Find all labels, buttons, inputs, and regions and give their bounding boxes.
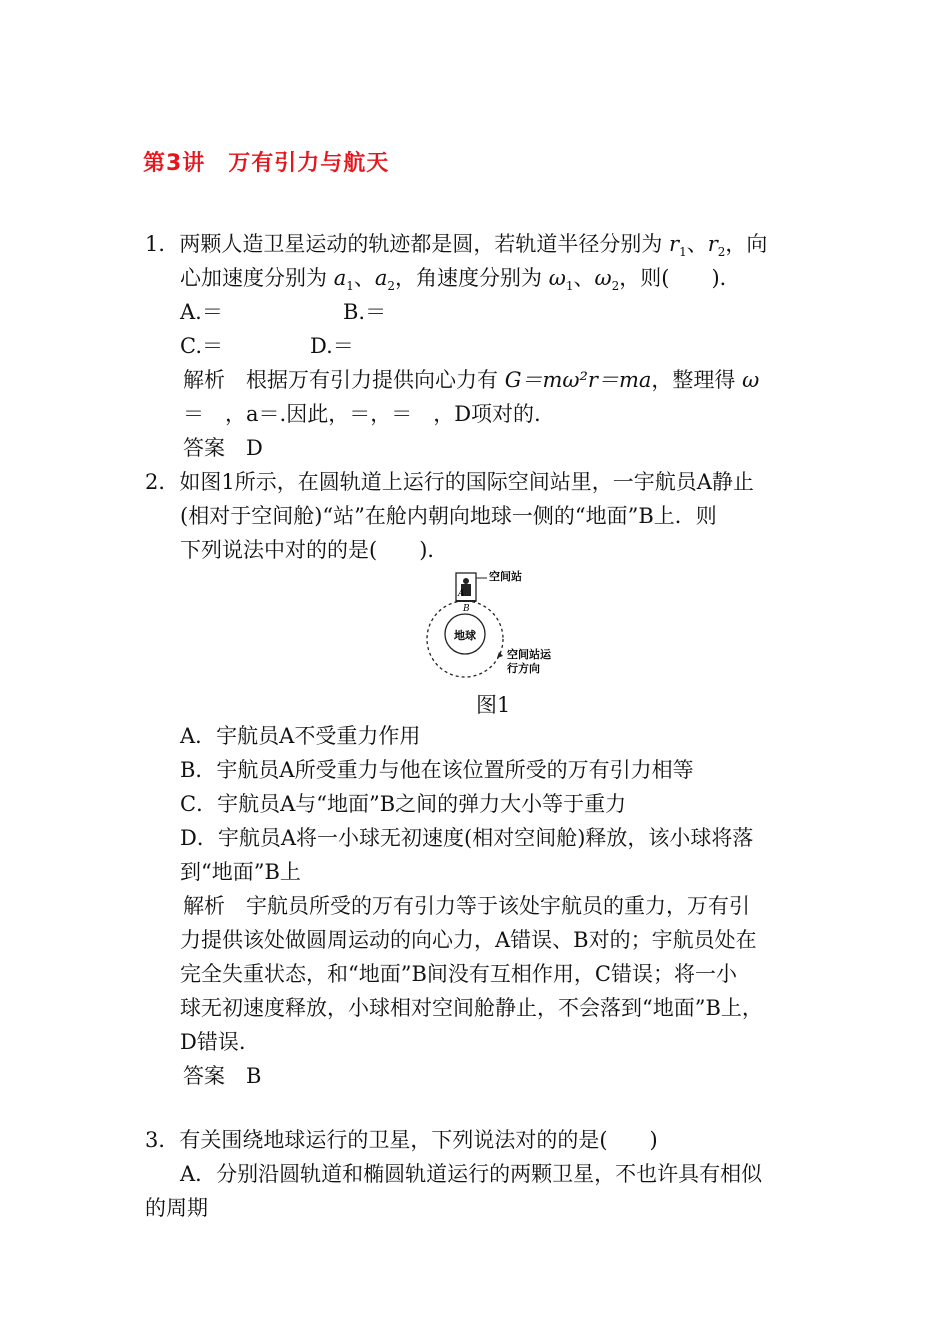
q1-line2-mid: ，角速度分别为 [395, 266, 543, 290]
q2-option-d-line2: 到“地面”B上 [180, 860, 301, 884]
q1-line1: 1．两颗人造卫星运动的轨迹都是圆，若轨道半径分别为 $r_1$、$r_2$，向 [145, 232, 768, 260]
q2-analysis-line3: 完全失重状态，和“地面”B间没有互相作用，C错误；将一小 [180, 962, 737, 986]
a-label: A [458, 589, 465, 599]
q1-option-a: A.＝ [180, 300, 223, 324]
direction-label-2: 行方向 [507, 662, 540, 675]
q1-r1: r [669, 232, 680, 256]
figure-caption: 图1 [476, 693, 511, 717]
q1-analysis-formula: G＝mω²r＝ma [504, 368, 652, 392]
q1-answer: 答案 D [183, 436, 263, 460]
q1-option-b: B.＝ [343, 300, 387, 324]
direction-label-1: 空间站运 [507, 648, 551, 661]
q3-option-a-line1: A．分别沿圆轨道和椭圆轨道运行的两颗卫星，不也许具有相似 [180, 1162, 763, 1186]
q2-option-b: B．宇航员A所受重力与他在该位置所受的万有引力相等 [180, 758, 694, 782]
page-title: 第3讲 万有引力与航天 [143, 151, 390, 176]
q1-r2: r [707, 232, 718, 256]
space-station-figure [425, 566, 565, 681]
q2-answer: 答案 B [183, 1064, 262, 1088]
q2-line1: 2．如图1所示，在圆轨道上运行的国际空间站里，一宇航员A静止 [145, 470, 754, 494]
q2-analysis-line2: 力提供该处做圆周运动的向心力，A错误、B对的；宇航员处在 [180, 928, 757, 952]
q2-option-c: C．宇航员A与“地面”B之间的弹力大小等于重力 [180, 792, 627, 816]
q1-analysis-line1: 解析 根据万有引力提供向心力有 G＝mω²r＝ma，整理得 ω [183, 368, 760, 392]
astronaut-head-icon [463, 578, 469, 584]
q3-option-a-line2: 的周期 [145, 1196, 208, 1220]
earth-label: 地球 [454, 629, 476, 642]
q2-option-a: A．宇航员A不受重力作用 [180, 724, 421, 748]
q1-line2-text: 心加速度分别为 [180, 266, 327, 290]
station-label: 空间站 [489, 570, 522, 583]
q2-option-d-line1: D．宇航员A将一小球无初速度(相对空间舱)释放，该小球将落 [180, 826, 754, 850]
q3-line1: 3．有关围绕地球运行的卫星，下列说法对的的是( ) [145, 1128, 658, 1152]
q2-line3: 下列说法中对的的是( )． [180, 538, 449, 562]
q1-analysis-line2: ＝ ，a＝.因此，＝，＝ ，D项对的. [183, 402, 541, 426]
q2-line2: (相对于空间舱)“站”在舱内朝向地球一侧的“地面”B上．则 [180, 504, 717, 528]
q1-option-d: D.＝ [310, 334, 354, 358]
b-label: B [463, 604, 470, 614]
q1-analysis-text: 解析 根据万有引力提供向心力有 [183, 368, 498, 392]
q2-analysis-line5: D错误. [180, 1030, 246, 1054]
q2-analysis-line4: 球无初速度释放，小球相对空间舱静止，不会落到“地面”B上， [180, 996, 763, 1020]
q1-line1-text: 1．两颗人造卫星运动的轨迹都是圆，若轨道半径分别为 [145, 232, 663, 256]
q1-analysis-end: ，整理得 [651, 368, 736, 392]
q1-option-c: C.＝ [180, 334, 223, 358]
q1-line2-end: ，则( )． [619, 266, 741, 290]
q1-line2: 心加速度分别为 $a_1$、$a_2$，角速度分别为 $\omega_1$、$\omega_2$，则( )． [180, 266, 741, 294]
q2-analysis-line1: 解析 宇航员所受的万有引力等于该处宇航员的重力，万有引 [183, 894, 750, 918]
q1-line1-end: ，向 [725, 232, 768, 256]
